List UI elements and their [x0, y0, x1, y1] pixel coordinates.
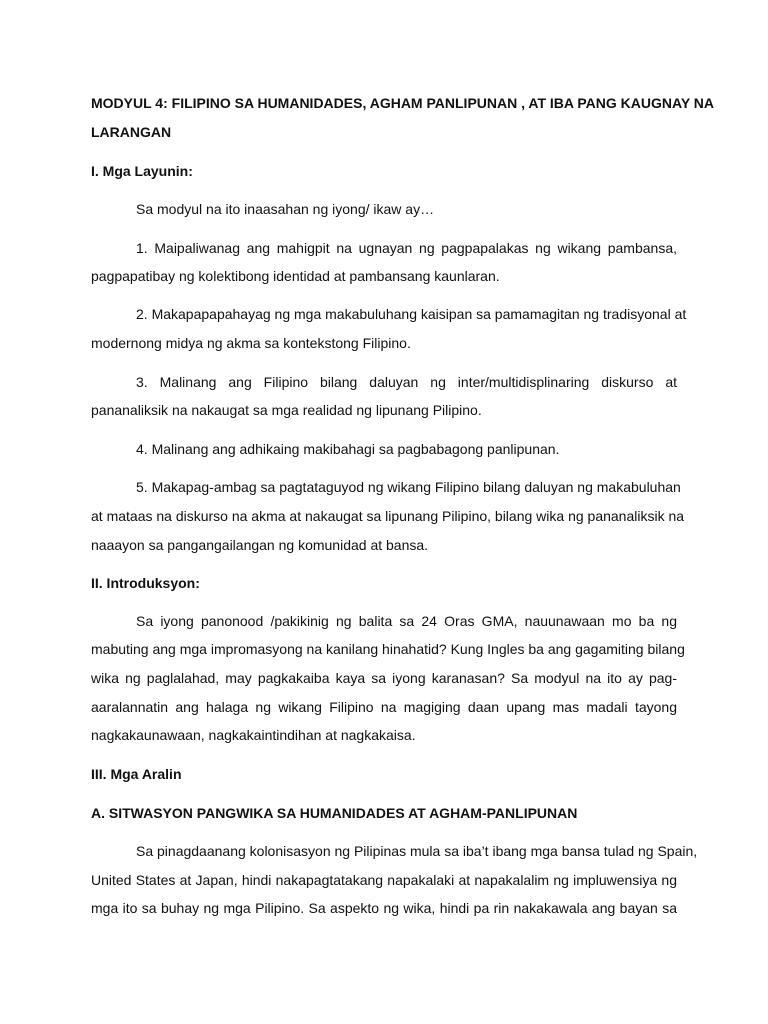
module-title-line-2: LARANGAN: [91, 124, 172, 140]
section-heading-layunin: I. Mga Layunin:: [91, 163, 193, 179]
intro-text: Sa modyul na ito inaasahan ng iyong/ ikaw ay…: [136, 201, 435, 217]
objective-3-line-2: pananaliksik na nakaugat sa mga realidad ng lipunang Pilipino.: [91, 402, 482, 418]
aralin-line-3: mga ito sa buhay ng mga Pilipino. Sa aspekto ng wika, hindi pa rin nakakawala ang bayan sa: [91, 900, 677, 916]
introduksyon-line-4: aaralannatin ang halaga ng wikang Filipino na magiging daan upang mas madali tayong: [91, 699, 677, 715]
module-title-line-1: MODYUL 4: FILIPINO SA HUMANIDADES, AGHAM PANLIPUNAN , AT IBA PANG KAUGNAY NA: [91, 95, 715, 111]
section-heading-introduksyon: II. Introduksyon:: [91, 575, 200, 591]
subsection-heading-a: A. SITWASYON PANGWIKA SA HUMANIDADES AT AGHAM-PANLIPUNAN: [91, 805, 578, 821]
objective-1-line-1: 1. Maipaliwanag ang mahigpit na ugnayan ng pagpapalakas ng wikang pambansa,: [136, 240, 677, 256]
introduksyon-line-1: Sa iyong panonood /pakikinig ng balita sa 24 Oras GMA, nauunawaan mo ba ng: [136, 613, 677, 629]
objective-3-line-1: 3. Malinang ang Filipino bilang daluyan ng inter/multidisplinaring diskurso at: [136, 374, 677, 390]
introduksyon-line-3: wika ng paglalahad, may pagkakaiba kaya sa iyong karanasan? Sa modyul na ito ay pag-: [91, 670, 677, 686]
aralin-line-2: United States at Japan, hindi nakapagtatakang napakalaki at napakalalim ng impluwensiya ng: [91, 872, 677, 888]
objective-5-line-3: naaayon sa pangangailangan ng komunidad at bansa.: [91, 537, 429, 553]
introduksyon-line-2: mabuting ang mga impromasyong na kanilang hinahatid? Kung Ingles ba ang gagamiting bilang: [91, 641, 685, 657]
introduksyon-line-5: nagkakaunawaan, nagkakaintindihan at nagkakaisa.: [91, 727, 416, 743]
objective-1-line-2: pagpapatibay ng kolektibong identidad at pambansang kaunlaran.: [91, 268, 500, 284]
objective-5-line-2: at mataas na diskurso na akma at nakaugat sa lipunang Pilipino, bilang wika ng pananaliksik na: [91, 508, 685, 524]
aralin-line-1: Sa pinagdaanang kolonisasyon ng Pilipinas mula sa iba’t ibang mga bansa tulad ng Spain,: [136, 843, 698, 859]
objective-5-line-1: 5. Makapag-ambag sa pagtataguyod ng wikang Filipino bilang daluyan ng makabuluhan: [136, 479, 681, 495]
objective-4-line-1: 4. Malinang ang adhikaing makibahagi sa pagbabagong panlipunan.: [136, 441, 560, 457]
objective-2-line-1: 2. Makapapapahayag ng mga makabuluhang kaisipan sa pamamagitan ng tradisyonal at: [136, 306, 687, 322]
objective-2-line-2: modernong midya ng akma sa kontekstong Filipino.: [91, 335, 411, 351]
section-heading-aralin: III. Mga Aralin: [91, 766, 182, 782]
